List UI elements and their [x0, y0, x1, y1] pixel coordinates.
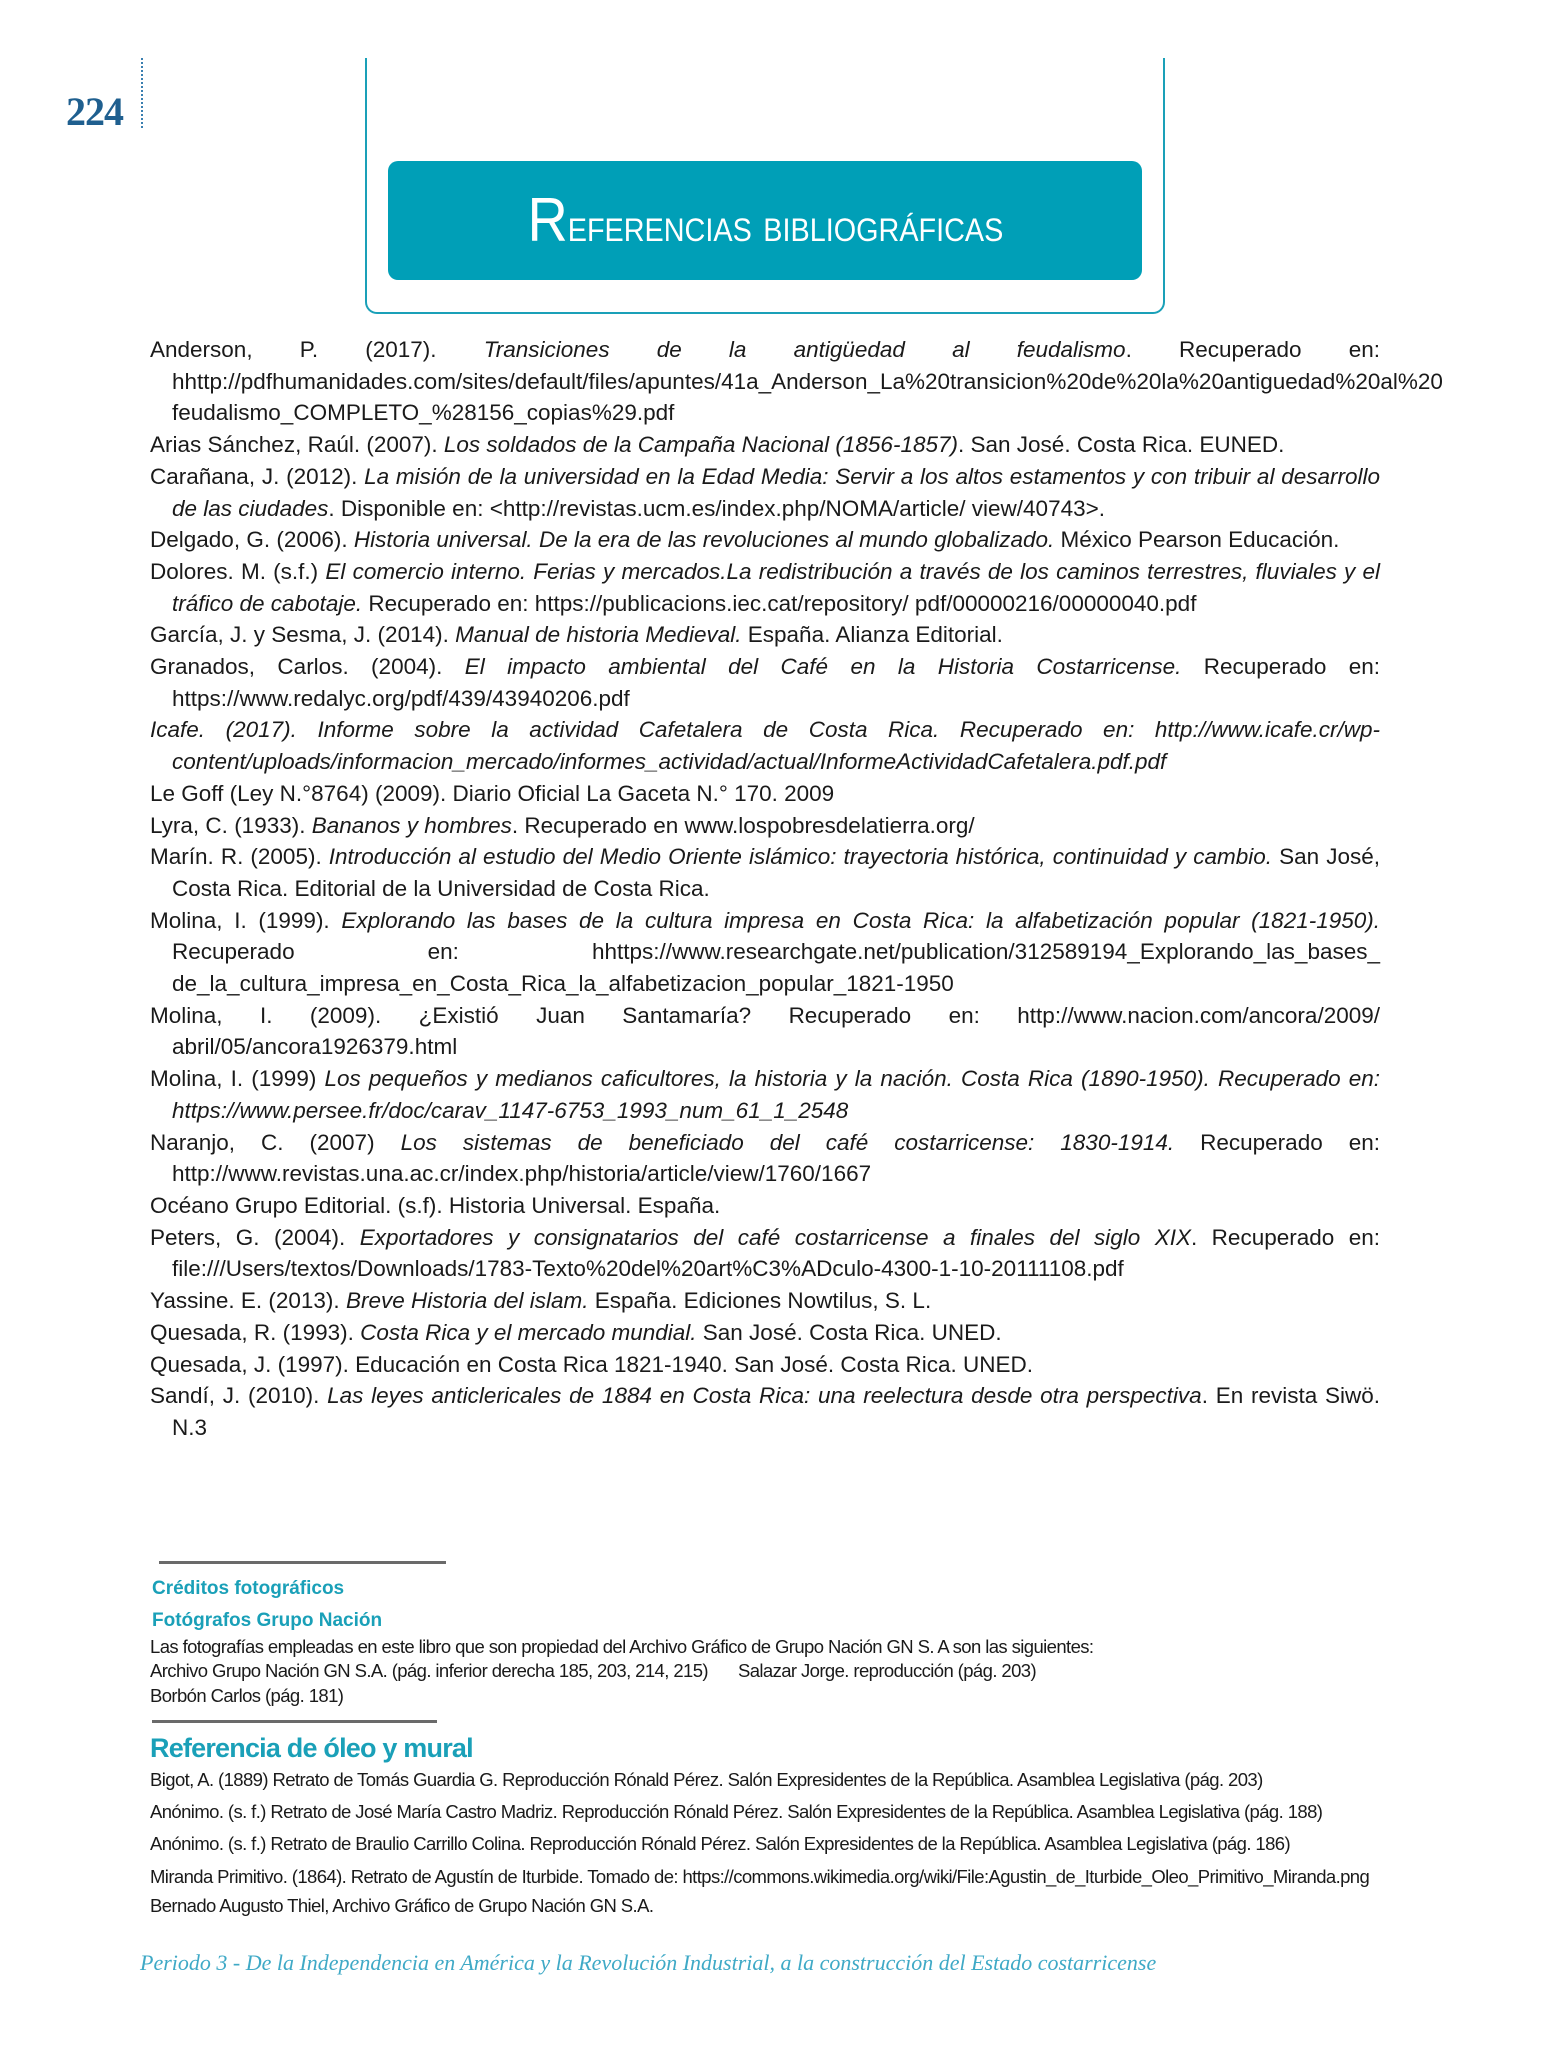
reference-entry	[150, 429, 1380, 461]
reference-title: Los pequeños y medianos caficultores, la historia y la nación. Costa Rica (1890-1950). Recuperado en: https://www.persee.fr/doc/carav_1147-6753_1993_num_61_1_2548	[172, 1066, 1381, 1123]
reference-entry	[150, 1222, 1380, 1285]
reference-list	[150, 334, 1443, 1444]
reference-text: Granados, Carlos. (2004).	[150, 654, 465, 680]
reference-entry	[150, 556, 1380, 619]
mural-item: Miranda Primitivo. (1864). Retrato de Agustín de Iturbide. Tomado de: https://commons.wikimedia.org/wiki/File:Agustin_de_Iturbide_Oleo_Primitivo_Miranda.png	[150, 1866, 1370, 1887]
reference-text: Yassine. E. (2013).	[150, 1288, 346, 1314]
reference-text: Carañana, J. (2012).	[150, 463, 365, 489]
reference-title: Exportadores y consignatarios del café costarricense a finales del siglo XIX	[359, 1224, 1191, 1250]
title-rest: eferencias bibliográficas	[567, 199, 1003, 251]
reference-title: Icafe. (2017). Informe sobre la actividad Cafetalera de Costa Rica. Recuperado en: http://www.icafe.cr/wp-content/uploads/informacion_mercado/informes_actividad/actual/InformeActividadCafetalera.pdf.pdf	[150, 717, 1380, 775]
reference-title: Los sistemas de beneficiado del café costarricense: 1830-1914.	[400, 1129, 1175, 1155]
dotted-divider	[141, 58, 143, 128]
reference-entry	[150, 778, 1380, 810]
reference-title: Costa Rica y el mercado mundial.	[360, 1319, 697, 1345]
reference-text: . Recuperado en: hhttp://pdfhumanidades.com/sites/default/files/apuntes/41a_Anderson_La%20transicion%20de%20la%20antiguedad%20al%20 feudalismo_COMPLETO_%28156_copias%29.pdf	[172, 337, 1443, 426]
reference-text: Océano Grupo Editorial. (s.f). Historia Universal. España.	[150, 1192, 721, 1218]
reference-text: San José. Costa Rica. UNED.	[696, 1319, 1002, 1345]
reference-text: Molina, I. (2009). ¿Existió Juan Santamaría? Recuperado en: http://www.nacion.com/ancora/2009/ abril/05/ancora1926379.html	[150, 1002, 1380, 1060]
reference-title: Introducción al estudio del Medio Oriente islámico: trayectoria histórica, continuidad y cambio.	[328, 844, 1273, 870]
reference-text: Sandí, J. (2010).	[150, 1383, 328, 1409]
reference-entry	[150, 619, 1380, 651]
reference-entry	[150, 1190, 1380, 1222]
reference-text: México Pearson Educación.	[1054, 527, 1340, 553]
reference-entry	[150, 714, 1380, 777]
reference-text: Peters, G. (2004).	[150, 1224, 360, 1250]
reference-text: . Disponible en: <http://revistas.ucm.es/index.php/NOMA/article/ view/40743>.	[328, 495, 1105, 521]
reference-title: Los soldados de la Campaña Nacional (1856-1857)	[443, 432, 958, 458]
mural-heading: Referencia de óleo y mural	[150, 1733, 473, 1763]
reference-text: Recuperado en: https://publicacions.iec.cat/repository/ pdf/00000216/00000040.pdf	[362, 590, 1197, 616]
title-banner	[388, 161, 1142, 280]
reference-text: Molina, I. (1999).	[150, 907, 342, 933]
credits-line	[150, 1660, 1036, 1682]
reference-text: Molina, I. (1999)	[150, 1066, 325, 1092]
mural-item: Bernado Augusto Thiel, Archivo Gráfico de Grupo Nación GN S.A.	[150, 1895, 654, 1916]
title-first-letter: R	[527, 186, 568, 255]
reference-text: España. Ediciones Nowtilus, S. L.	[588, 1288, 932, 1314]
page-footer: Periodo 3 - De la Independencia en América y la Revolución Industrial, a la construcción del Estado costarricense	[140, 1950, 1157, 1975]
reference-text: . En revista Siwö. N.3	[172, 1383, 1380, 1440]
reference-title: Las leyes anticlericales de 1884 en Costa Rica: una reelectura desde otra perspectiva	[327, 1383, 1202, 1409]
credit-borbon: Borbón Carlos (pág. 181)	[150, 1685, 344, 1706]
reference-title: La misión de la universidad en la Edad Media: Servir a los altos estamentos y con tribuir al desarrollo de las ciudades	[172, 463, 1380, 521]
reference-text: Recuperado en: https://www.redalyc.org/pdf/439/43940206.pdf	[172, 654, 1380, 711]
reference-text: . Recuperado en: file:///Users/textos/Downloads/1783-Texto%20del%20art%C3%ADculo-4300-1-10-20111108.pdf	[172, 1224, 1381, 1282]
reference-text: Le Goff (Ley N.°8764) (2009). Diario Oficial La Gaceta N.° 170. 2009	[150, 780, 835, 806]
mural-item: Anónimo. (s. f.) Retrato de José María Castro Madriz. Reproducción Rónald Pérez. Salón Expresidentes de la República. Asamblea Legislativa (pág. 188)	[150, 1801, 1323, 1822]
reference-entry	[150, 334, 1443, 429]
reference-title: Explorando las bases de la cultura impresa en Costa Rica: la alfabetización popular (1821-1950).	[341, 907, 1381, 933]
separator	[152, 1720, 437, 1723]
separator	[159, 1561, 446, 1564]
reference-text: San José, Costa Rica. Editorial de la Universidad de Costa Rica.	[172, 844, 1380, 901]
reference-entry	[150, 1063, 1380, 1126]
mural-item: Anónimo. (s. f.) Retrato de Braulio Carrillo Colina. Reproducción Rónald Pérez. Salón Expresidentes de la República. Asamblea Legislativa (pág. 186)	[150, 1833, 1291, 1854]
reference-text: García, J. y Sesma, J. (2014).	[150, 622, 456, 648]
reference-text: Quesada, R. (1993).	[150, 1319, 361, 1345]
reference-entry	[150, 1285, 1380, 1317]
reference-text: Naranjo, C. (2007)	[150, 1129, 401, 1155]
reference-text: Arias Sánchez, Raúl. (2007).	[150, 432, 444, 458]
reference-entry	[150, 1317, 1380, 1349]
reference-title: Historia universal. De la era de las revoluciones al mundo globalizado.	[353, 527, 1055, 553]
reference-text: Quesada, J. (1997). Educación en Costa Rica 1821-1940. San José. Costa Rica. UNED.	[150, 1351, 1033, 1377]
reference-text: . Recuperado en www.lospobresdelatierra.org/	[511, 812, 975, 838]
reference-entry	[150, 1349, 1380, 1381]
mural-item: Bigot, A. (1889) Retrato de Tomás Guardia G. Reproducción Rónald Pérez. Salón Expresidentes de la República. Asamblea Legislativa (pág. 203)	[150, 1769, 1263, 1790]
reference-text: Anderson, P. (2017).	[150, 337, 484, 362]
reference-text: Recuperado en: http://www.revistas.una.ac.cr/index.php/historia/article/view/1760/1667	[172, 1129, 1380, 1187]
reference-text: Lyra, C. (1933).	[150, 812, 312, 838]
reference-entry	[150, 841, 1380, 904]
reference-text: Marín. R. (2005).	[150, 844, 329, 870]
credits-heading: Créditos fotográficos	[152, 1578, 345, 1599]
reference-entry	[150, 810, 1380, 842]
reference-title: El impacto ambiental del Café en la Historia Costarricense.	[464, 654, 1182, 680]
reference-entry	[150, 1380, 1380, 1443]
reference-title: Manual de historia Medieval.	[455, 622, 742, 648]
reference-text: Dolores. M. (s.f.)	[150, 558, 326, 584]
reference-entry	[150, 651, 1380, 714]
reference-text: . San José. Costa Rica. EUNED.	[958, 432, 1285, 458]
credit-archive: Archivo Grupo Nación GN S.A. (pág. inferior derecha 185, 203, 214, 215)	[150, 1660, 708, 1681]
credits-subheading: Fotógrafos Grupo Nación	[152, 1610, 383, 1631]
reference-title: Transiciones de la antigüedad al feudalismo	[483, 337, 1126, 362]
page-title	[527, 185, 1003, 256]
reference-entry	[150, 905, 1380, 1000]
reference-title: Breve Historia del islam.	[345, 1288, 589, 1314]
reference-text: Delgado, G. (2006).	[150, 527, 354, 553]
reference-text: España. Alianza Editorial.	[741, 622, 1003, 648]
reference-entry	[150, 461, 1380, 524]
reference-text: Recuperado en: hhttps://www.researchgate.net/publication/312589194_Explorando_las_bases_ de_la_cultura_impresa_en_Costa_Rica_la_alfabetizacion_popular_1821-1950	[172, 939, 1380, 997]
credit-salazar: Salazar Jorge. reproducción (pág. 203)	[737, 1660, 1037, 1681]
reference-entry	[150, 524, 1380, 556]
reference-entry	[150, 1000, 1380, 1063]
page-number: 224	[66, 89, 123, 134]
credits-intro: Las fotografías empleadas en este libro que son propiedad del Archivo Gráfico de Grupo Nación GN S. A son las siguientes:	[150, 1636, 1094, 1657]
reference-title: El comercio interno. Ferias y mercados.La redistribución a través de los caminos terrestres, fluviales y el tráfico de cabotaje.	[172, 558, 1380, 616]
reference-title: Bananos y hombres	[311, 812, 512, 838]
reference-entry	[150, 1127, 1380, 1190]
